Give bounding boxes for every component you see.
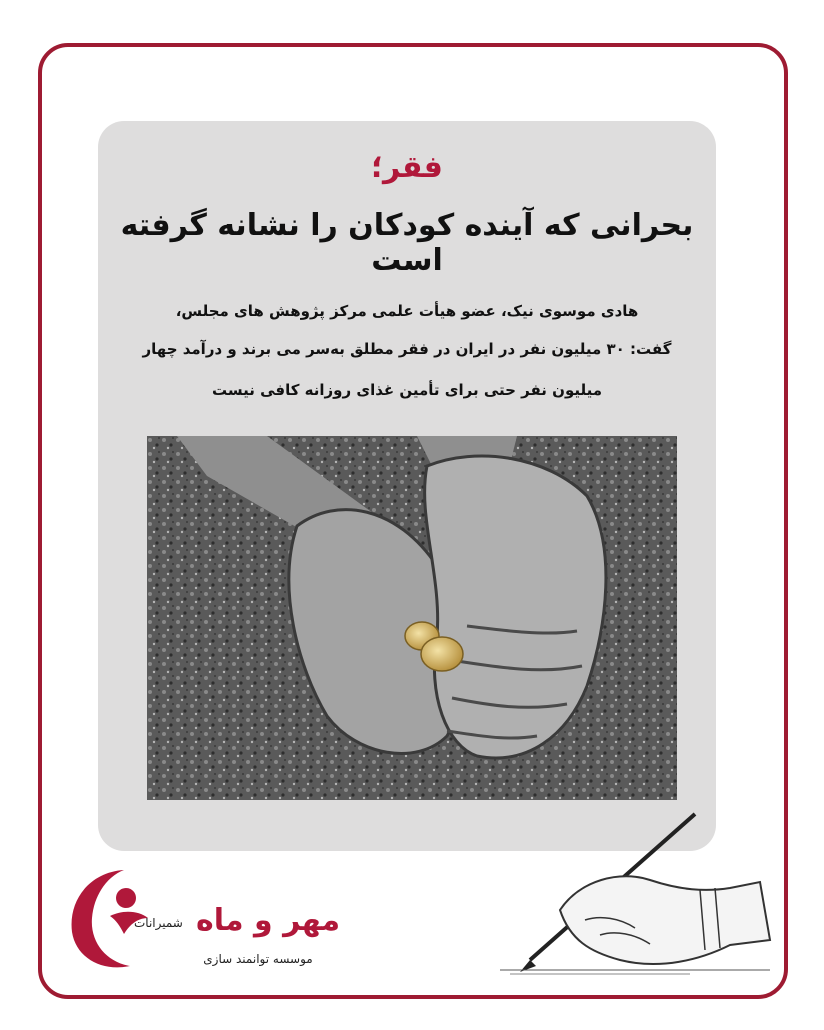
headline-title: فقر؛ xyxy=(371,150,443,185)
cupped-hands-coins-photo xyxy=(147,436,677,800)
headline-subtitle: بحرانی که آینده کودکان را نشانه گرفته است xyxy=(120,208,694,278)
brand-subtitle: موسسه توانمند سازی xyxy=(203,952,313,966)
body-line-2: گفت: ۳۰ میلیون نفر در ایران در فقر مطلق به‌سر می برند و درآمد چهار xyxy=(142,340,672,358)
body-line-3: میلیون نفر حتی برای تأمین غذای روزانه کافی نیست xyxy=(211,381,603,399)
body-line-1: هادی موسوی نیک، عضو هیأت علمی مرکز پژوهش های مجلس، xyxy=(175,302,639,320)
brand-name: مهر و ماه xyxy=(196,903,341,938)
brand-city: شمیرانات xyxy=(134,916,183,930)
hand-with-pen-icon xyxy=(490,810,780,980)
